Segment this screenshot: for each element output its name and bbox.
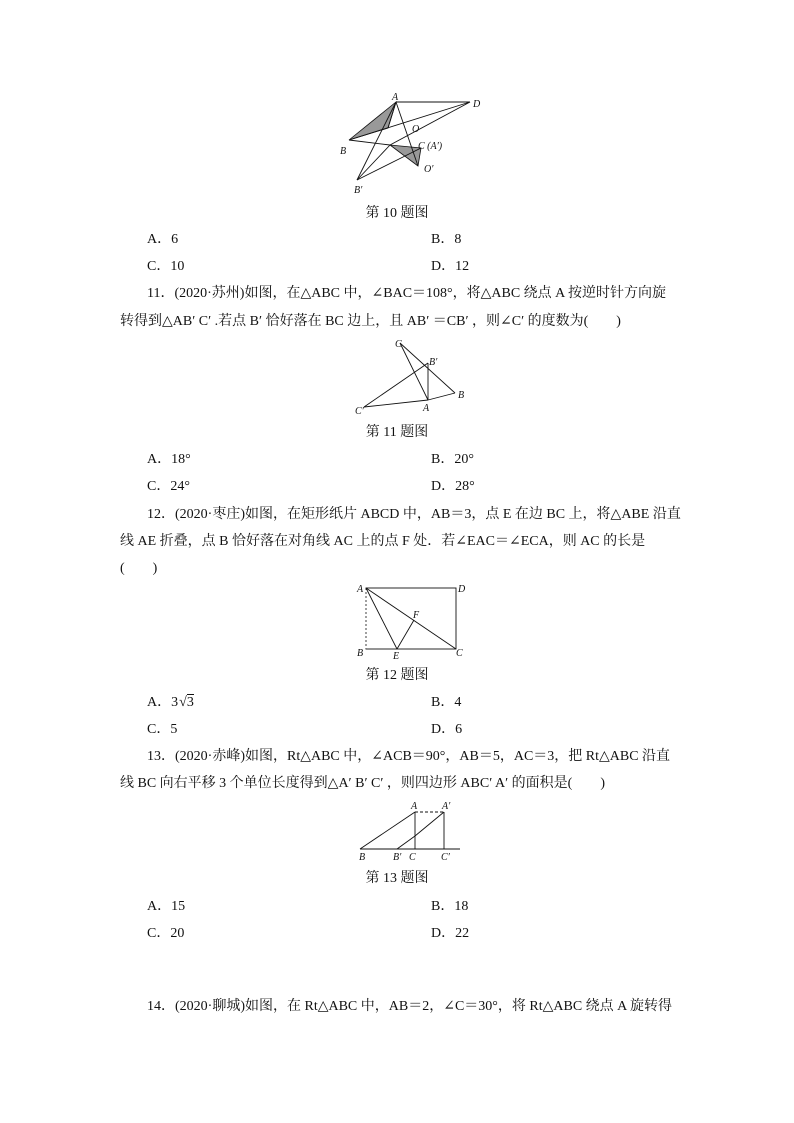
q10-label-bp: B′ <box>354 185 363 196</box>
q11-stem-line2: 转得到△AB′ C′ .若点 B′ 恰好落在 BC 边上，且 AB′ ＝CB′ ，则∠C′ 的度数为( ) <box>120 314 621 329</box>
q13-label-ap: A′ <box>442 801 451 812</box>
q12-label-d: D <box>458 584 466 595</box>
q12-option-a-radicand: 3 <box>186 695 194 710</box>
q12-caption: 第 12 题图 <box>365 668 429 683</box>
q11-label-c: C <box>395 339 402 350</box>
q12-label-f: F <box>413 610 420 621</box>
q11-option-b: B．20° <box>431 452 474 467</box>
q13-figure <box>355 798 465 864</box>
q10-label-a: A <box>392 92 399 103</box>
q10-figure <box>330 90 490 200</box>
q10-caption: 第 10 题图 <box>365 206 429 221</box>
q12-option-a <box>147 693 194 713</box>
sqrt-symbol: √3 <box>179 695 194 710</box>
q11-label-a: A <box>423 403 430 414</box>
q11-figure <box>350 335 480 420</box>
q12-option-d: D．6 <box>431 722 463 737</box>
q11-label-bp: B′ <box>429 357 438 368</box>
q12-option-a-prefix: A．3 <box>147 695 179 710</box>
q10-option-d: D．12 <box>431 259 470 274</box>
q13-stem-line1: 13．(2020·赤峰)如图，Rt△ABC 中，∠ACB＝90°，AB＝5，AC＝3，把 Rt△ABC 沿直 <box>147 749 671 764</box>
q10-label-op: O′ <box>424 164 434 175</box>
q11-option-a: A．18° <box>147 452 191 467</box>
q13-label-cp: C′ <box>441 852 450 863</box>
q10-option-c: C．10 <box>147 259 185 274</box>
q12-figure <box>350 578 470 660</box>
q11-option-c: C．24° <box>147 479 190 494</box>
q12-stem-line1: 12．(2020·枣庄)如图，在矩形纸片 ABCD 中，AB＝3，点 E 在边 BC 上，将△ABE 沿直 <box>147 507 681 522</box>
q12-label-b: B <box>357 648 364 659</box>
q10-option-b: B．8 <box>431 232 462 247</box>
q10-label-b: B <box>340 146 347 157</box>
q12-stem-line2: 线 AE 折叠，点 B 恰好落在对角线 AC 上的点 F 处．若∠EAC＝∠ECA，则 AC 的长是 <box>120 534 646 549</box>
q11-caption: 第 11 题图 <box>365 425 429 440</box>
q12-option-c: C．5 <box>147 722 178 737</box>
q12-label-c: C <box>456 648 463 659</box>
q12-label-e: E <box>393 651 400 660</box>
q12-stem-line3: ( ) <box>120 561 158 576</box>
q11-stem-line1: 11．(2020·苏州)如图，在△ABC 中，∠BAC＝108°，将△ABC 绕点 A 按逆时针方向旋 <box>147 286 667 301</box>
q10-option-a: A．6 <box>147 232 179 247</box>
q13-label-a: A <box>411 801 418 812</box>
q10-label-d: D <box>473 99 481 110</box>
q13-option-c: C．20 <box>147 926 185 941</box>
q10-label-o: O <box>412 124 420 135</box>
q13-label-bp: B′ <box>393 852 402 863</box>
q10-shaded-triangle-top <box>349 102 396 140</box>
q13-option-b: B．18 <box>431 899 469 914</box>
q11-option-d: D．28° <box>431 479 475 494</box>
q13-label-b: B <box>359 852 366 863</box>
q11-label-b: B <box>458 390 465 401</box>
q13-stem-line2: 线 BC 向右平移 3 个单位长度得到△A′ B′ C′ ，则四边形 ABC′ A′ 的面积是( ) <box>120 776 605 791</box>
q13-caption: 第 13 题图 <box>365 871 429 886</box>
q14-stem-line1: 14．(2020·聊城)如图，在 Rt△ABC 中，AB＝2，∠C＝30°，将 Rt△ABC 绕点 A 旋转得 <box>147 999 672 1014</box>
q12-label-a: A <box>357 584 364 595</box>
q11-label-cp: C′ <box>355 406 364 417</box>
q12-option-b: B．4 <box>431 695 462 710</box>
q13-label-c: C <box>409 852 416 863</box>
q13-option-d: D．22 <box>431 926 470 941</box>
q10-label-c: C (A′) <box>418 141 443 152</box>
q13-option-a: A．15 <box>147 899 186 914</box>
